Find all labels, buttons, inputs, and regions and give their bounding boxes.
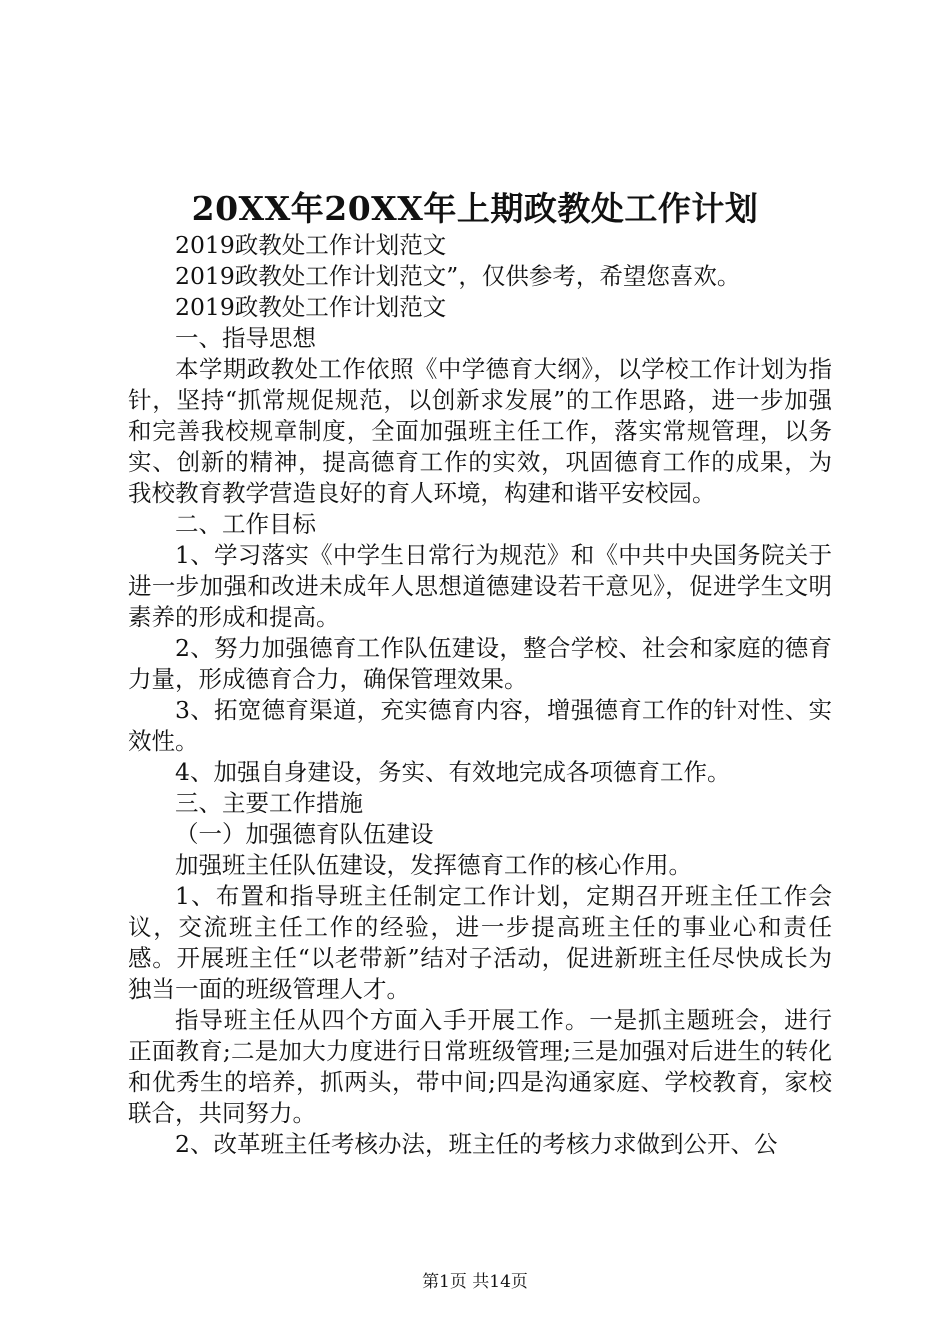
list-item: 2、努力加强德育工作队伍建设，整合学校、社会和家庭的德育力量，形成德育合力，确保管理效果。 [128, 634, 832, 693]
section-heading: 一、指导思想 [175, 324, 316, 352]
paragraph: 本学期政教处工作依照《中学德育大纲》，以学校工作计划为指针，坚持“抓常规促规范，以创新求发展”的工作思路，进一步加强和完善我校规章制度，全面加强班主任工作，落实常规管理，以务实、创新的精神，提高德育工作的实效，巩固德育工作的成果，为我校教育教学营造良好的育人环境，构建和谐平安校园。 [128, 355, 832, 507]
list-item: 1、布置和指导班主任制定工作计划，定期召开班主任工作会议，交流班主任工作的经验，进一步提高班主任的事业心和责任感。开展班主任“以老带新”结对子活动，促进新班主任尽快成长为独当一面的班级管理人才。 [128, 882, 832, 1003]
list-item: 2、改革班主任考核办法，班主任的考核力求做到公开、公 [175, 1130, 778, 1158]
document-body [128, 230, 832, 1160]
paragraph: 指导班主任从四个方面入手开展工作。一是抓主题班会，进行正面教育;二是加大力度进行日常班级管理;三是加强对后进生的转化和优秀生的培养，抓两头，带中间;四是沟通家庭、学校教育，家校联合，共同努力。 [128, 1006, 832, 1127]
section-heading: 二、工作目标 [175, 510, 316, 538]
list-item: 1、学习落实《中学生日常行为规范》和《中共中央国务院关于进一步加强和改进未成年人思想道德建设若干意见》，促进学生文明素养的形成和提高。 [128, 541, 832, 631]
subsection-heading: （一）加强德育队伍建设 [175, 820, 434, 848]
paragraph: 加强班主任队伍建设，发挥德育工作的核心作用。 [175, 851, 692, 879]
list-item: 4、加强自身建设，务实、有效地完成各项德育工作。 [175, 758, 731, 786]
paragraph: 2019政教处工作计划范文 [175, 293, 447, 321]
paragraph: 2019政教处工作计划范文”，仅供参考，希望您喜欢。 [175, 262, 741, 290]
list-item: 3、拓宽德育渠道，充实德育内容，增强德育工作的针对性、实效性。 [128, 696, 832, 755]
page-number-footer: 第1页 共14页 [422, 1272, 528, 1292]
section-heading: 三、主要工作措施 [175, 789, 363, 817]
paragraph: 2019政教处工作计划范文 [175, 231, 447, 259]
document-title: 20XX年20XX年上期政教处工作计划 [191, 189, 759, 228]
